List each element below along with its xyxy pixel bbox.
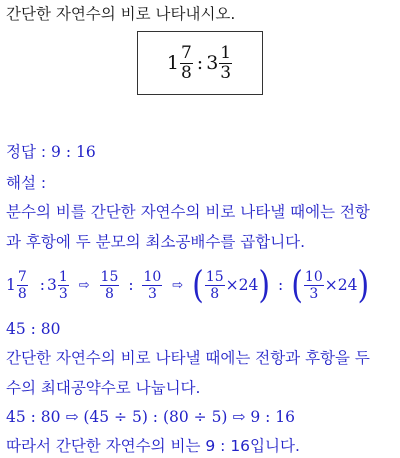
step1-fraction-d [142,270,162,301]
problem-denominator-1: 8 [180,62,192,83]
conclusion-text: 따라서 간단한 자연수의 비는 9 : 16입니다. [6,437,300,455]
explanation-label: 해설 : [6,174,47,192]
right-paren: ) [357,263,370,307]
step1-den-c: 8 [105,286,114,302]
step1-colon-1: : [39,276,45,294]
step1-fraction-f [304,270,324,301]
problem-whole-1: 1 [166,52,179,74]
step1-whole-a: 1 [6,276,16,294]
step1-fraction-a [17,270,28,301]
rule1-line1: 분수의 비를 간단한 자연수의 비로 나타낼 때에는 전항 [6,203,370,221]
step1-num-c: 15 [100,269,119,285]
right-paren: ) [258,263,271,307]
answer-label: 정답 : [6,143,47,161]
rule2-line2: 수의 최대공약수로 나눕니다. [6,379,201,397]
problem-fraction-2 [219,42,232,83]
problem-numerator-1: 7 [180,42,192,63]
problem-denominator-2: 3 [220,62,232,83]
step1-den-b: 3 [58,286,68,302]
problem-numerator-2: 1 [220,42,232,63]
rule1-line2: 과 후항에 두 분모의 최소공배수를 곱합니다. [6,233,306,251]
answer-value: 9 : 16 [51,143,96,161]
step1-num-d: 10 [143,269,162,285]
step1-mult-e: ×24 [225,276,259,294]
step1-num-a: 7 [17,269,27,285]
arrow-icon: ⇨ [172,277,184,293]
step1-colon-2: : [128,276,134,294]
rule2-line1: 간단한 자연수의 비로 나타낼 때에는 전항과 후항을 두 [6,349,370,367]
step1-num-e: 15 [205,269,224,285]
step1-den-a: 8 [17,286,27,302]
step1-fraction-b [58,270,69,301]
step1-den-f: 3 [309,286,319,302]
step1-den-e: 8 [210,286,220,302]
left-paren: ( [192,263,204,307]
step1-mult-f: ×24 [324,276,358,294]
step1-fraction-c [100,270,120,301]
problem-whole-2: 3 [206,52,219,74]
step1-num-f: 10 [304,269,323,285]
answer-line [6,141,96,163]
step1-result: 45 : 80 [6,320,61,338]
arrow-icon: ⇨ [78,277,90,293]
step1-colon-3: : [278,276,284,294]
problem-colon: : [196,52,204,74]
left-paren: ( [291,263,303,307]
step2-equation: 45 : 80 ⇨ (45 ÷ 5) : (80 ÷ 5) ⇨ 9 : 16 [6,408,295,426]
step1-equation [6,265,369,306]
step1-num-b: 1 [58,269,68,285]
problem-fraction-1 [180,42,193,83]
question-text: 간단한 자연수의 비로 나타내시오. [6,5,236,23]
step1-whole-b: 3 [46,276,57,294]
problem-box [137,31,263,95]
step1-den-d: 3 [147,286,157,302]
step1-fraction-e [205,270,225,301]
